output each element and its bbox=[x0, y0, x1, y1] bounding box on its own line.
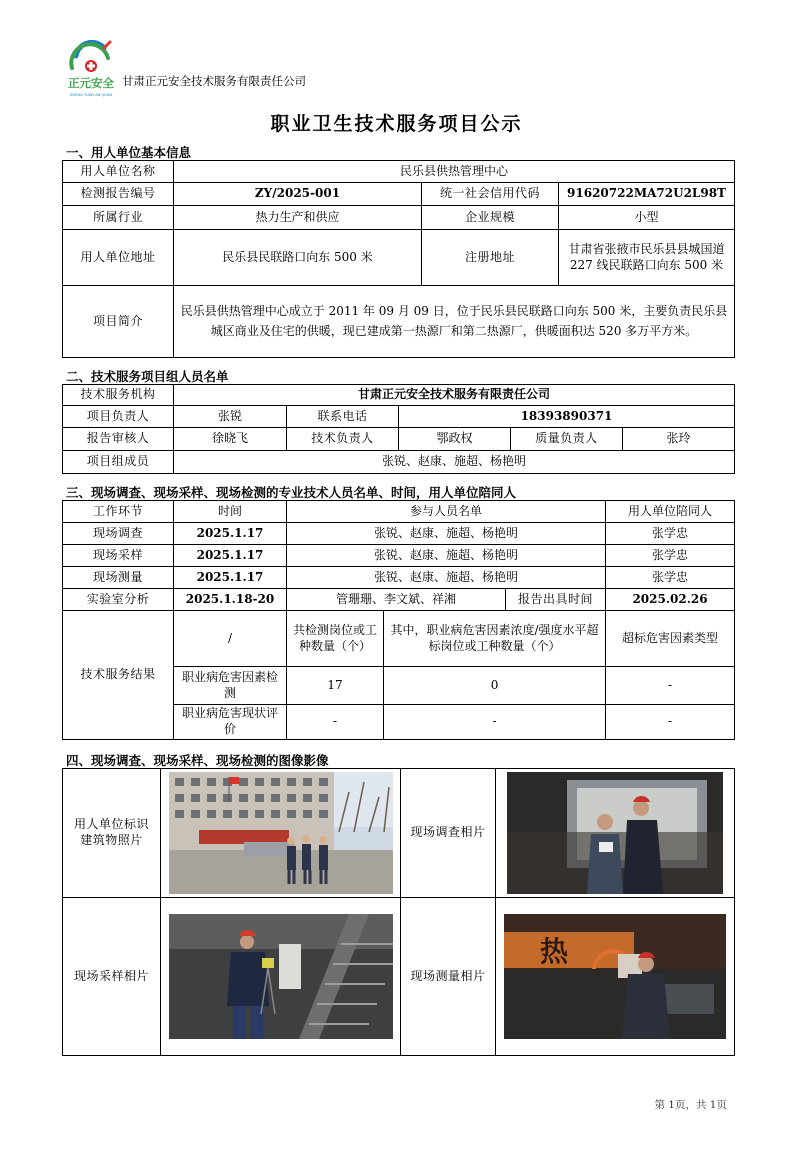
escort-cell: 张学忠 bbox=[606, 567, 735, 589]
stage-header: 工作环节 bbox=[63, 501, 174, 523]
company-logo bbox=[64, 38, 118, 104]
reviewer: 徐晓飞 bbox=[174, 428, 287, 451]
credit-code-label: 统一社会信用代码 bbox=[422, 183, 559, 206]
measurement-photo bbox=[504, 914, 726, 1039]
results-factor: - bbox=[606, 667, 735, 705]
photo3-label: 现场采样相片 bbox=[63, 898, 161, 1056]
members: 张锐、赵康、施超、杨艳明 bbox=[174, 451, 735, 474]
report-time: 2025.02.26 bbox=[606, 589, 735, 611]
report-no-label: 检测报告编号 bbox=[63, 183, 174, 206]
stage-cell: 现场调查 bbox=[63, 523, 174, 545]
section2-heading: 二、技术服务项目组人员名单 bbox=[66, 369, 229, 384]
escort-cell: 张学忠 bbox=[606, 545, 735, 567]
section3-heading: 三、现场调查、现场采样、现场检测的专业技术人员名单、时间，用人单位陪同人 bbox=[66, 485, 517, 500]
results-total-header: 共检测岗位或工种数量（个） bbox=[287, 611, 384, 667]
time-cell: 2025.1.17 bbox=[174, 523, 287, 545]
industry-label: 所属行业 bbox=[63, 206, 174, 230]
address: 民乐县民联路口向东 500 米 bbox=[174, 230, 422, 286]
tech-lead-label: 技术负责人 bbox=[287, 428, 399, 451]
table-row bbox=[63, 523, 735, 545]
reg-address-label: 注册地址 bbox=[422, 230, 559, 286]
escort-header: 用人单位陪同人 bbox=[606, 501, 735, 523]
time-cell: 2025.1.17 bbox=[174, 567, 287, 589]
photo4-sign: 热 bbox=[539, 935, 569, 968]
members-label: 项目组成员 bbox=[63, 451, 174, 474]
page-footer: 第 1页，共 1页 bbox=[654, 1099, 727, 1111]
address-label: 用人单位地址 bbox=[63, 230, 174, 286]
stage-cell: 现场测量 bbox=[63, 567, 174, 589]
leader-label: 项目负责人 bbox=[63, 406, 174, 428]
photo1-label: 用人单位标识建筑物照片 bbox=[63, 769, 161, 898]
intro: 民乐县供热管理中心成立于 2011 年 09 月 09 日，位于民乐县民联路口向东 500 米，主要负责民乐县城区商业及住宅的供暖，现已建成第一热源厂和第二热源厂，供暖面积达 520 多万平方米。 bbox=[174, 286, 735, 358]
tech-lead: 鄂政权 bbox=[399, 428, 511, 451]
report-no: ZY/2025-001 bbox=[174, 183, 422, 206]
logo-text: 正元安全 bbox=[68, 76, 114, 90]
phone: 18393890371 bbox=[399, 406, 735, 428]
table-row bbox=[63, 567, 735, 589]
results-exceed: - bbox=[384, 705, 606, 740]
lab-stage: 实验室分析 bbox=[63, 589, 174, 611]
results-item: 职业病危害现状评价 bbox=[174, 705, 287, 740]
photo-table bbox=[62, 768, 735, 1056]
lab-row bbox=[63, 589, 735, 611]
lab-participants: 管珊珊、李文斌、祥湘 bbox=[287, 589, 506, 611]
report-time-label: 报告出具时间 bbox=[506, 589, 606, 611]
time-cell: 2025.1.17 bbox=[174, 545, 287, 567]
participants-cell: 张锐、赵康、施超、杨艳明 bbox=[287, 523, 606, 545]
results-label: 技术服务结果 bbox=[63, 611, 174, 740]
results-exceed-header: 其中，职业病危害因素浓度/强度水平超标岗位或工种数量（个） bbox=[384, 611, 606, 667]
team-table bbox=[62, 384, 735, 474]
fieldwork-table bbox=[62, 500, 735, 740]
results-exceed: 0 bbox=[384, 667, 606, 705]
building-photo bbox=[169, 772, 393, 894]
photo4-label: 现场测量相片 bbox=[401, 898, 496, 1056]
results-slash: / bbox=[174, 611, 287, 667]
participants-cell: 张锐、赵康、施超、杨艳明 bbox=[287, 567, 606, 589]
credit-code: 91620722MA72U2L98T bbox=[559, 183, 735, 206]
company-name: 甘肃正元安全技术服务有限责任公司 bbox=[122, 74, 306, 88]
scale-label: 企业规模 bbox=[422, 206, 559, 230]
reviewer-label: 报告审核人 bbox=[63, 428, 174, 451]
lab-time: 2025.1.18-20 bbox=[174, 589, 287, 611]
results-total: 17 bbox=[287, 667, 384, 705]
reg-address: 甘肃省张掖市民乐县县城国道 227 线民联路口向东 500 米 bbox=[559, 230, 735, 286]
escort-cell: 张学忠 bbox=[606, 523, 735, 545]
industry: 热力生产和供应 bbox=[174, 206, 422, 230]
results-total: - bbox=[287, 705, 384, 740]
leader: 张锐 bbox=[174, 406, 287, 428]
section4-heading: 四、现场调查、现场采样、现场检测的图像影像 bbox=[66, 753, 329, 768]
quality-lead: 张玲 bbox=[623, 428, 735, 451]
logo-subtext: ZHENG YUAN AN QUAN bbox=[69, 93, 113, 97]
results-factor: - bbox=[606, 705, 735, 740]
org-label: 技术服务机构 bbox=[63, 385, 174, 406]
photo2-label: 现场调查相片 bbox=[401, 769, 496, 898]
page-title: 职业卫生技术服务项目公示 bbox=[270, 113, 523, 135]
survey-photo bbox=[507, 772, 723, 894]
org: 甘肃正元安全技术服务有限责任公司 bbox=[174, 385, 735, 406]
quality-lead-label: 质量负责人 bbox=[511, 428, 623, 451]
scale: 小型 bbox=[559, 206, 735, 230]
intro-label: 项目简介 bbox=[63, 286, 174, 358]
participants-cell: 张锐、赵康、施超、杨艳明 bbox=[287, 545, 606, 567]
employer-info-table bbox=[62, 160, 735, 358]
section1-heading: 一、用人单位基本信息 bbox=[66, 145, 192, 160]
stage-cell: 现场采样 bbox=[63, 545, 174, 567]
employer-name: 民乐县供热管理中心 bbox=[174, 161, 735, 183]
table-row bbox=[63, 545, 735, 567]
time-header: 时间 bbox=[174, 501, 287, 523]
employer-name-label: 用人单位名称 bbox=[63, 161, 174, 183]
phone-label: 联系电话 bbox=[287, 406, 399, 428]
results-item: 职业病危害因素检测 bbox=[174, 667, 287, 705]
participants-header: 参与人员名单 bbox=[287, 501, 606, 523]
sampling-photo bbox=[169, 914, 393, 1039]
results-factor-header: 超标危害因素类型 bbox=[606, 611, 735, 667]
